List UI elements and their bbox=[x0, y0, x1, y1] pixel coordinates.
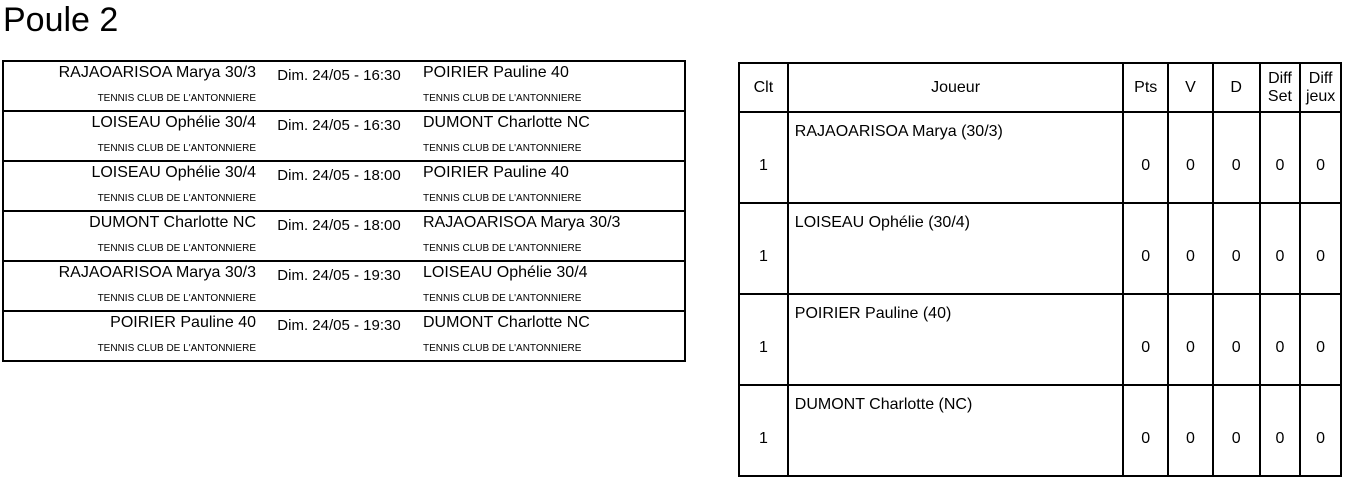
match-date: Dim. 24/05 - 16:30 bbox=[277, 117, 401, 134]
standings-pts: 0 bbox=[1123, 112, 1168, 203]
match-row bbox=[3, 161, 685, 211]
header-diff-jeux bbox=[1300, 63, 1341, 112]
match-date-cell bbox=[259, 61, 419, 111]
match-player-b: DUMONT Charlotte NC bbox=[423, 314, 590, 331]
header-diff-jeux-line2: jeux bbox=[1305, 87, 1336, 105]
match-row bbox=[3, 211, 685, 261]
match-date: Dim. 24/05 - 18:00 bbox=[277, 167, 401, 184]
standings-diff-jeux: 0 bbox=[1300, 112, 1341, 203]
standings-d: 0 bbox=[1213, 385, 1260, 476]
match-club-a: TENNIS CLUB DE L'ANTONNIERE bbox=[97, 93, 256, 104]
match-club-b: TENNIS CLUB DE L'ANTONNIERE bbox=[423, 343, 582, 354]
match-player-b-cell bbox=[419, 311, 685, 361]
match-player-a-cell bbox=[3, 111, 259, 161]
match-date-cell bbox=[259, 311, 419, 361]
standings-v: 0 bbox=[1168, 112, 1213, 203]
header-joueur: Joueur bbox=[788, 63, 1124, 112]
match-row bbox=[3, 111, 685, 161]
standings-joueur: LOISEAU Ophélie (30/4) bbox=[788, 203, 1124, 294]
standings-clt: 1 bbox=[739, 385, 788, 476]
standings-d: 0 bbox=[1213, 112, 1260, 203]
match-date-cell bbox=[259, 161, 419, 211]
match-player-a-cell bbox=[3, 311, 259, 361]
match-player-a: LOISEAU Ophélie 30/4 bbox=[91, 164, 256, 181]
match-club-b: TENNIS CLUB DE L'ANTONNIERE bbox=[423, 93, 582, 104]
standings-v: 0 bbox=[1168, 385, 1213, 476]
match-player-b-cell bbox=[419, 161, 685, 211]
match-club-b: TENNIS CLUB DE L'ANTONNIERE bbox=[423, 143, 582, 154]
match-row bbox=[3, 61, 685, 111]
match-player-a-cell bbox=[3, 61, 259, 111]
standings-joueur: DUMONT Charlotte (NC) bbox=[788, 385, 1124, 476]
match-player-a-cell bbox=[3, 261, 259, 311]
match-date: Dim. 24/05 - 19:30 bbox=[277, 267, 401, 284]
standings-v: 0 bbox=[1168, 203, 1213, 294]
match-player-a: RAJAOARISOA Marya 30/3 bbox=[58, 64, 256, 81]
standings-d: 0 bbox=[1213, 203, 1260, 294]
standings-pts: 0 bbox=[1123, 294, 1168, 385]
match-club-b: TENNIS CLUB DE L'ANTONNIERE bbox=[423, 293, 582, 304]
match-player-a: RAJAOARISOA Marya 30/3 bbox=[58, 264, 256, 281]
match-date: Dim. 24/05 - 18:00 bbox=[277, 217, 401, 234]
match-club-a: TENNIS CLUB DE L'ANTONNIERE bbox=[97, 193, 256, 204]
match-club-a: TENNIS CLUB DE L'ANTONNIERE bbox=[97, 143, 256, 154]
standings-diff-set: 0 bbox=[1260, 203, 1301, 294]
standings-diff-set: 0 bbox=[1260, 294, 1301, 385]
match-player-a-cell bbox=[3, 211, 259, 261]
match-player-b: POIRIER Pauline 40 bbox=[423, 64, 569, 81]
match-date-cell bbox=[259, 261, 419, 311]
matches-table bbox=[2, 60, 686, 362]
standings-table bbox=[738, 62, 1342, 477]
match-club-a: TENNIS CLUB DE L'ANTONNIERE bbox=[97, 293, 256, 304]
standings-diff-set: 0 bbox=[1260, 385, 1301, 476]
match-player-b: POIRIER Pauline 40 bbox=[423, 164, 569, 181]
standings-v: 0 bbox=[1168, 294, 1213, 385]
standings-pts: 0 bbox=[1123, 385, 1168, 476]
page-title: Poule 2 bbox=[3, 1, 119, 39]
standings-joueur: POIRIER Pauline (40) bbox=[788, 294, 1124, 385]
header-diff-set-line2: Set bbox=[1267, 87, 1292, 105]
header-diff-jeux-line1: Diff bbox=[1308, 69, 1333, 87]
match-player-b-cell bbox=[419, 111, 685, 161]
header-v: V bbox=[1168, 63, 1213, 112]
header-pts: Pts bbox=[1123, 63, 1168, 112]
standings-clt: 1 bbox=[739, 203, 788, 294]
match-row bbox=[3, 311, 685, 361]
match-club-a: TENNIS CLUB DE L'ANTONNIERE bbox=[97, 343, 256, 354]
match-date-cell bbox=[259, 111, 419, 161]
header-diff-set-line1: Diff bbox=[1268, 69, 1292, 87]
header-d: D bbox=[1213, 63, 1260, 112]
match-player-a: DUMONT Charlotte NC bbox=[89, 214, 256, 231]
standings-pts: 0 bbox=[1123, 203, 1168, 294]
match-player-a: POIRIER Pauline 40 bbox=[110, 314, 256, 331]
match-date-cell bbox=[259, 211, 419, 261]
standings-d: 0 bbox=[1213, 294, 1260, 385]
standings-diff-jeux: 0 bbox=[1300, 203, 1341, 294]
standings-joueur: RAJAOARISOA Marya (30/3) bbox=[788, 112, 1124, 203]
standings-header-row bbox=[739, 63, 1341, 112]
header-diff-set bbox=[1260, 63, 1301, 112]
match-club-b: TENNIS CLUB DE L'ANTONNIERE bbox=[423, 243, 582, 254]
match-player-b-cell bbox=[419, 211, 685, 261]
match-row bbox=[3, 261, 685, 311]
match-club-a: TENNIS CLUB DE L'ANTONNIERE bbox=[97, 243, 256, 254]
standings-row bbox=[739, 294, 1341, 385]
match-player-a: LOISEAU Ophélie 30/4 bbox=[91, 114, 256, 131]
match-player-b: LOISEAU Ophélie 30/4 bbox=[423, 264, 588, 281]
header-clt: Clt bbox=[739, 63, 788, 112]
standings-diff-jeux: 0 bbox=[1300, 294, 1341, 385]
match-date: Dim. 24/05 - 16:30 bbox=[277, 67, 401, 84]
standings-diff-set: 0 bbox=[1260, 112, 1301, 203]
standings-row bbox=[739, 112, 1341, 203]
match-date: Dim. 24/05 - 19:30 bbox=[277, 317, 401, 334]
match-player-b: DUMONT Charlotte NC bbox=[423, 114, 590, 131]
match-player-b: RAJAOARISOA Marya 30/3 bbox=[423, 214, 621, 231]
match-club-b: TENNIS CLUB DE L'ANTONNIERE bbox=[423, 193, 582, 204]
standings-clt: 1 bbox=[739, 294, 788, 385]
match-player-b-cell bbox=[419, 261, 685, 311]
match-player-b-cell bbox=[419, 61, 685, 111]
standings-row bbox=[739, 203, 1341, 294]
standings-row bbox=[739, 385, 1341, 476]
standings-diff-jeux: 0 bbox=[1300, 385, 1341, 476]
match-player-a-cell bbox=[3, 161, 259, 211]
standings-clt: 1 bbox=[739, 112, 788, 203]
